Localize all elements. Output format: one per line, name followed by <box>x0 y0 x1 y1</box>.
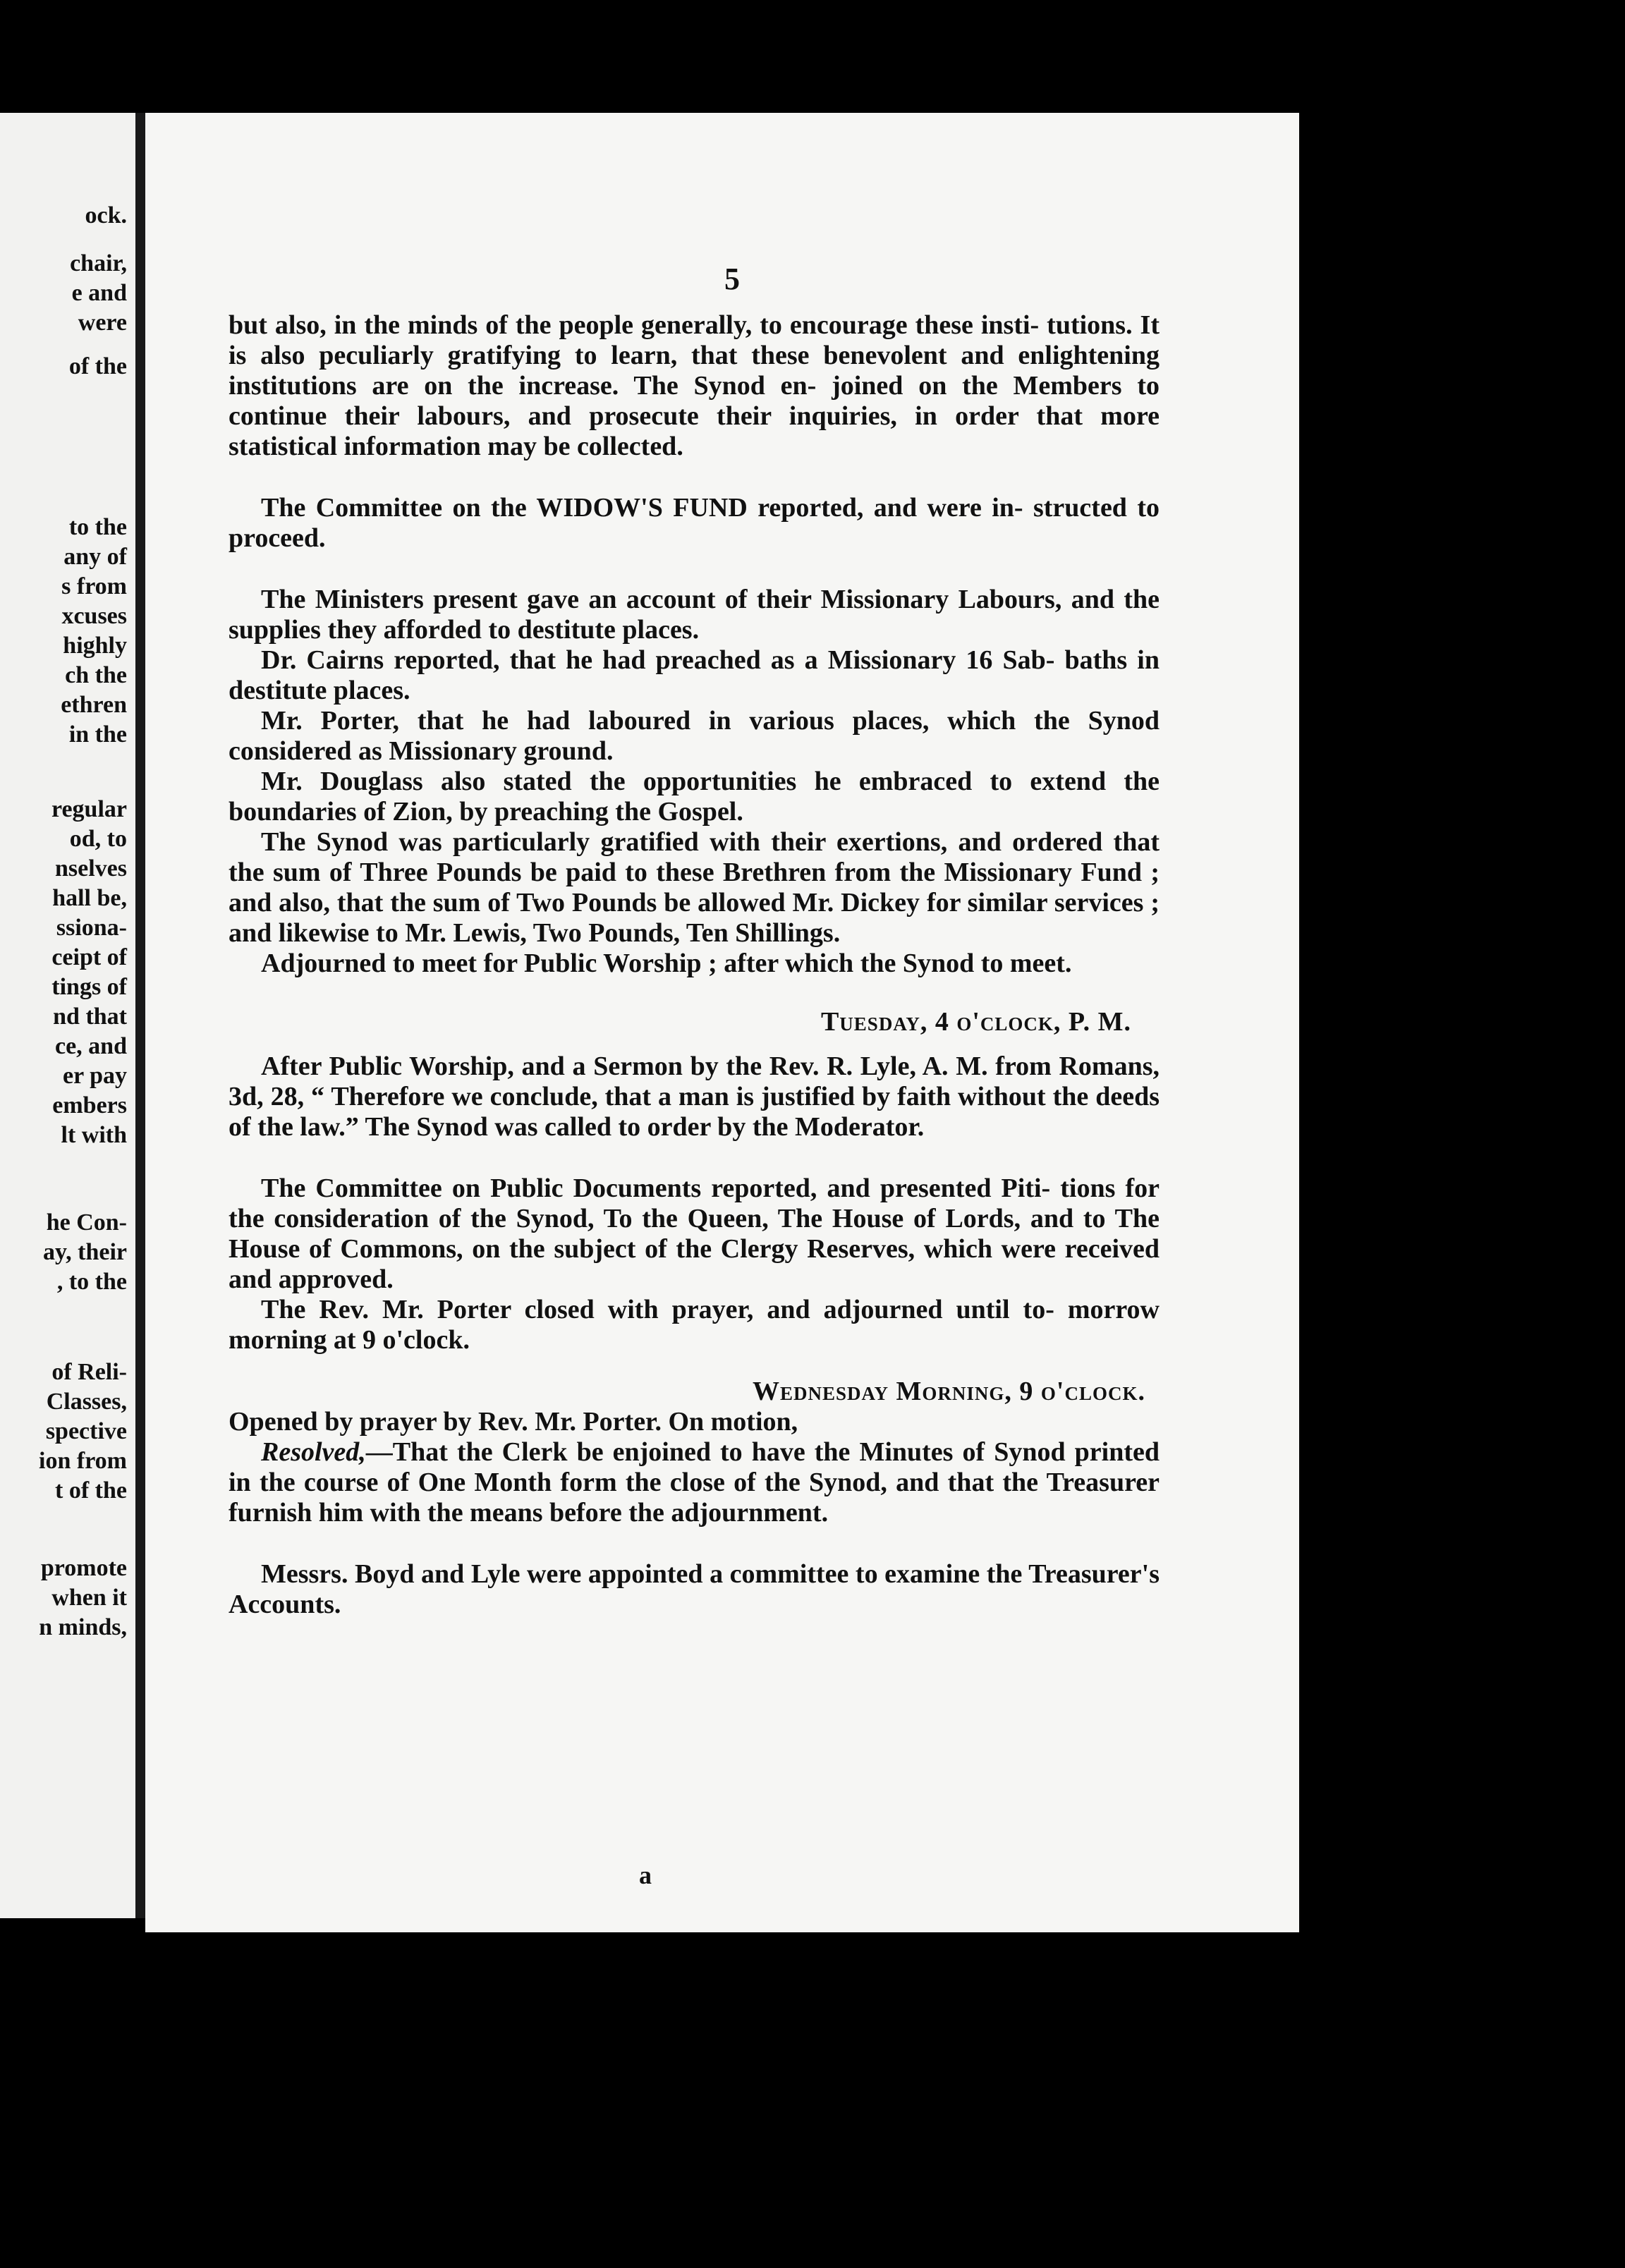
left-page-line-fragment: xcuses <box>61 603 127 629</box>
book-gutter <box>135 113 145 1918</box>
left-page-line-fragment: nd that <box>53 1004 127 1030</box>
left-page-line-fragment: ce, and <box>55 1033 127 1059</box>
paragraph-opened-prayer: Opened by prayer by Rev. Mr. Porter. On motion, <box>229 1407 798 1437</box>
paragraph-public-documents: The Committee on Public Documents reported, and presented Piti- tions for the consideration of the Synod, To the Queen, The House of Lords, and to The House of Commons, on the subject of the Clergy Reserves, which were received and approved. <box>229 1173 1160 1294</box>
left-page-line-fragment: ethren <box>61 692 127 718</box>
heading-tuesday: Tuesday, 4 o'clock, P. M. <box>820 1007 1131 1037</box>
left-page-line-fragment: ock. <box>85 202 127 228</box>
left-page-line-fragment: Classes, <box>46 1389 127 1415</box>
left-page-line-fragment: he Con- <box>46 1209 127 1236</box>
left-page-line-fragment: hall be, <box>52 885 127 911</box>
left-page-line-fragment: highly <box>63 633 127 659</box>
paragraph-resolved <box>229 1437 1160 1528</box>
resolved-label: Resolved, <box>261 1437 366 1467</box>
left-page-line-fragment: of Reli- <box>51 1359 127 1385</box>
paragraph-1: but also, in the minds of the people generally, to encourage these insti- tutions. It is also peculiarly gratifying to learn, that these benevolent and enlightening institutions are on the increase. The Synod en- joined on the Members to continue their labours, and prosecute their inquiries, in order that more statistical information may be collected. <box>229 310 1160 461</box>
paragraph-messrs-boyd: Messrs. Boyd and Lyle were appointed a committee to examine the Treasurer's Accounts. <box>229 1559 1160 1619</box>
signature-mark: a <box>639 1861 652 1889</box>
paragraph-widows-fund: The Committee on the WIDOW'S FUND reported, and were in- structed to proceed. <box>229 493 1160 553</box>
left-page-line-fragment: lt with <box>61 1122 127 1148</box>
right-page <box>145 113 1299 1932</box>
left-page-line-fragment: er pay <box>63 1063 127 1089</box>
paragraph-missionary-labours: The Ministers present gave an account of their Missionary Labours, and the supplies they afforded to destitute places. <box>229 585 1160 645</box>
left-page-line-fragment: s from <box>61 573 127 599</box>
left-page-line-fragment: ssiona- <box>56 915 127 941</box>
left-page-line-fragment: to the <box>68 514 127 540</box>
left-page-line-fragment: chair, <box>70 250 127 276</box>
paragraph-synod-gratified: The Synod was particularly gratified with their exertions, and ordered that the sum of Three Pounds be paid to these Brethren from the Missionary Fund ; and also, that the sum of Two Pounds be allowed Mr. Dickey for similar services ; and likewise to Mr. Lewis, Two Pounds, Ten Shillings. <box>229 827 1160 948</box>
page-number: 5 <box>724 262 740 296</box>
resolved-text: —That the Clerk be enjoined to have the Minutes of Synod printed in the course of One Month form the close of the Synod, and that the Treasurer furnish him with the means before the adjournment. <box>229 1437 1160 1528</box>
left-page-line-fragment: embers <box>52 1092 127 1118</box>
heading-wednesday: Wednesday Morning, 9 o'clock. <box>753 1377 1145 1406</box>
left-page-line-fragment: tings of <box>51 974 127 1000</box>
left-page-line-fragment: were <box>78 310 127 336</box>
left-page-line-fragment: any of <box>63 544 127 570</box>
left-page-line-fragment: n minds, <box>39 1614 127 1640</box>
left-page-line-fragment: regular <box>51 796 127 822</box>
left-page-line-fragment: ay, their <box>43 1239 127 1265</box>
left-page-line-fragment: od, to <box>69 826 127 852</box>
left-page-line-fragment: promote <box>40 1555 127 1581</box>
paragraph-dr-cairns: Dr. Cairns reported, that he had preached as a Missionary 16 Sab- baths in destitute places. <box>229 645 1160 705</box>
left-page-line-fragment: in the <box>68 721 127 748</box>
left-page-line-fragment: of the <box>68 353 127 379</box>
left-page-line-fragment: , to the <box>56 1269 127 1295</box>
paragraph-closed-prayer: The Rev. Mr. Porter closed with prayer, and adjourned until to- morrow morning at 9 o'clock. <box>229 1295 1160 1355</box>
paragraph-mr-porter: Mr. Porter, that he had laboured in various places, which the Synod considered as Missionary ground. <box>229 706 1160 766</box>
paragraph-public-worship: After Public Worship, and a Sermon by the Rev. R. Lyle, A. M. from Romans, 3d, 28, “ Therefore we conclude, that a man is justified by faith without the deeds of the law.” The Synod was called to order by the Moderator. <box>229 1051 1160 1142</box>
paragraph-mr-douglass: Mr. Douglass also stated the opportunities he embraced to extend the boundaries of Zion, by preaching the Gospel. <box>229 767 1160 827</box>
left-page-line-fragment: ion from <box>39 1448 127 1474</box>
left-page-line-fragment: t of the <box>55 1477 127 1504</box>
left-page-fragment <box>0 113 135 1918</box>
left-page-line-fragment: spective <box>45 1418 127 1444</box>
left-page-line-fragment: when it <box>51 1585 127 1611</box>
left-page-line-fragment: e and <box>71 280 127 306</box>
paragraph-adjourned: Adjourned to meet for Public Worship ; after which the Synod to meet. <box>261 949 1072 978</box>
left-page-line-fragment: nselves <box>55 855 127 882</box>
left-page-line-fragment: ceipt of <box>51 944 127 970</box>
left-page-line-fragment: ch the <box>65 662 127 688</box>
